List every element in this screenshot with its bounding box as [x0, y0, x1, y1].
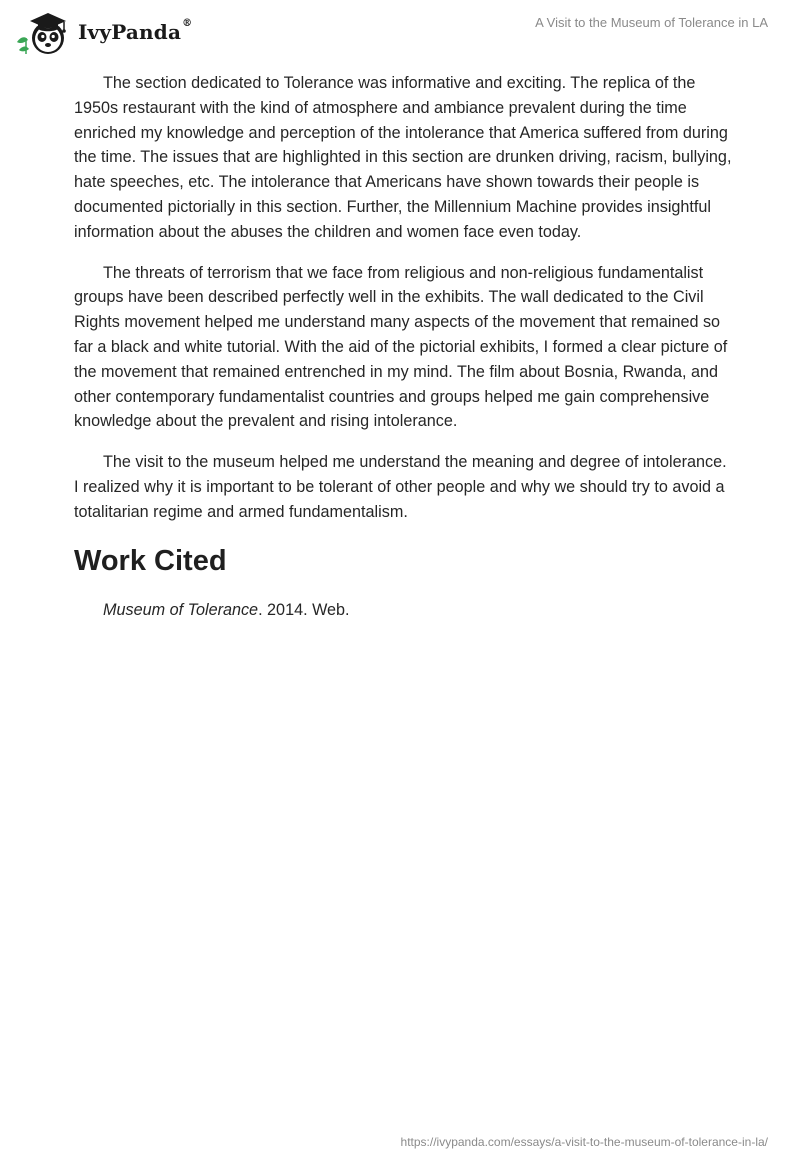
- essay-body: [74, 71, 734, 622]
- source-url[interactable]: https://ivypanda.com/essays/a-visit-to-the-museum-of-tolerance-in-la/: [400, 1135, 768, 1149]
- paragraph-3: The visit to the museum helped me understand the meaning and degree of intolerance. I realized why it is important to be tolerant of other people and why we should try to avoid a totalitarian regime and armed fundamentalism.: [74, 453, 727, 521]
- citation-title: Museum of Tolerance: [103, 600, 259, 619]
- paragraph-2: The threats of terrorism that we face from religious and non-religious fundamentalist groups have been described perfectly well in the exhibits. The wall dedicated to the Civil Rights movement helped me understand many aspects of the movement that remained so far a black and white tutorial. With the aid of the pictorial exhibits, I formed a clear picture of the movement that remained entrenched in my mind. The film about Bosnia, Rwanda, and other contemporary fundamentalist countries and groups helped me gain comprehensive knowledge about the prevalent and rising intolerance.: [74, 263, 728, 431]
- citation-entry: [74, 598, 734, 622]
- works-cited-heading: Work Cited: [74, 544, 227, 577]
- ivypanda-logo[interactable]: [14, 8, 193, 56]
- page-header: [0, 0, 800, 60]
- panda-graduation-cap-icon: [14, 8, 76, 56]
- brand-name: IvyPanda®: [78, 18, 193, 44]
- citation-details: . 2014. Web.: [258, 600, 350, 619]
- document-title: A Visit to the Museum of Tolerance in LA: [535, 15, 768, 30]
- registered-mark: ®: [182, 18, 193, 29]
- paragraph-1: The section dedicated to Tolerance was informative and exciting. The replica of the 1950s restaurant with the kind of atmosphere and ambiance prevalent during the time enriched my knowledge and perception of the intolerance that America suffered from during the time. The issues that are highlighted in this section are drunken driving, racism, bullying, hate speeches, etc. The intolerance that Americans have shown towards their people is documented pictorially in this section. Further, the Millennium Machine provides insightful information about the abuses the children and women face even today.: [74, 74, 732, 241]
